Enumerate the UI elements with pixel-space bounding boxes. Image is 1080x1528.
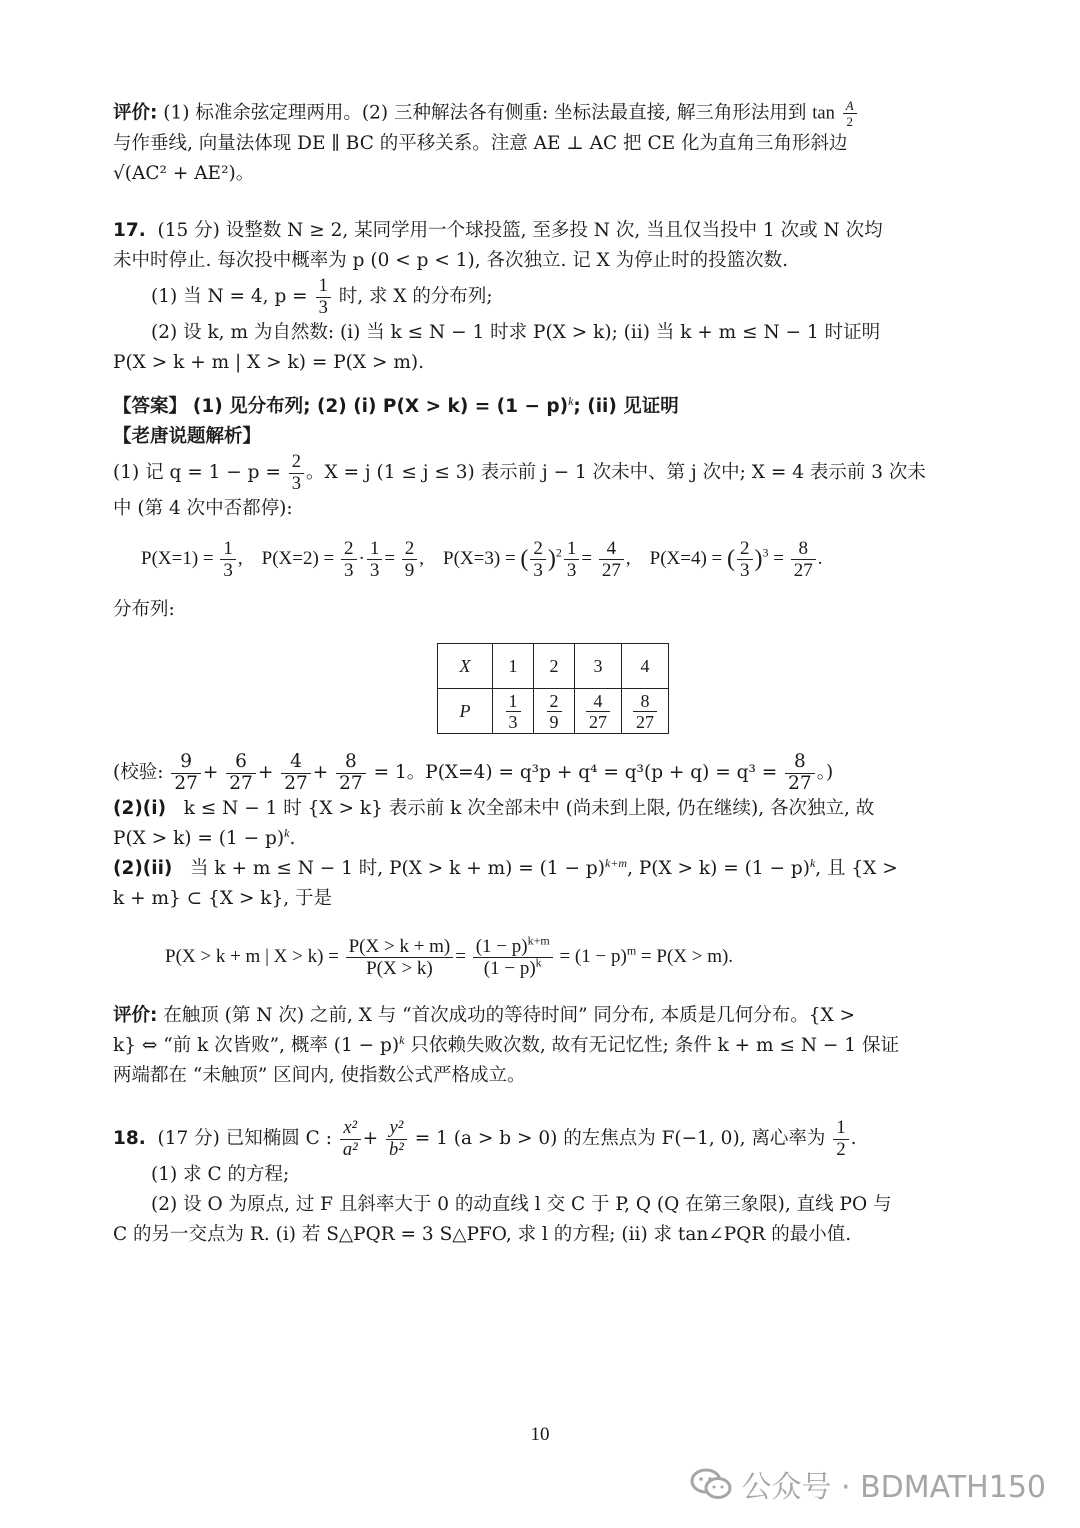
watermark-text: 公众号 · BDMATH150 <box>741 1470 1046 1505</box>
prev-comment-line3: √(AC² + AE²)。 <box>113 163 255 184</box>
prev-comment-label: 评价: <box>113 102 158 124</box>
probability-equations: P(X=1) = $\frac{1}{3}$ , P(X=2) = $\frac{2}{3}$ · $\frac{1}{3}$ = $\frac{2}{9}$ , P(X=3) = ( $\frac{2}{3}$ )$^2$ $\frac{1}{3}$ = $\frac{4}{27}$ , P(X=4) = ( $\frac{2}{3}$ )$^3$ = $\frac{8}{27}$ . <box>141 538 823 581</box>
problem-18-part2-cont: C 的另一交点为 R. (i) 若 S△PQR = 3 S△PFO, 求 l 的方程; (ii) 求 tan∠PQR 的最小值. <box>113 1224 852 1245</box>
problem-18-part2: (2) 设 O 为原点, 过 F 且斜率大于 0 的动直线 l 交 C 于 P, Q (Q 在第三象限), 直线 PO 与 <box>151 1194 892 1215</box>
conditional-probability-equation: P(X > k + m | X > k) = $\frac{P(X > k + m)}{P(X > k)}$ = $\frac{(1 - p)^{k+m}}{(1 - p)^k}$ = $(1 - p)^m = P(X > m)$. <box>165 933 734 979</box>
solution-2ii-line1: (2)(ii) 当 k + m ≤ N − 1 时, $P(X > k + m) = (1 - p)^{k+m}$, $P(X > k) = (1 - p)^k$, 且 {X > <box>113 855 898 879</box>
fraction-a-over-2: $\frac{A}{2}$ <box>843 98 857 129</box>
problem-17-line1: 17. (15 分) 设整数 N ≥ 2, 某同学用一个球投篮, 至多投 N 次, 当且仅当投中 1 次或 N 次均 <box>113 220 883 241</box>
solution-2i-line1: (2)(i) k ≤ N − 1 时 {X > k} 表示前 k 次全部未中 (尚未到上限, 仍在继续), 各次独立, 故 <box>113 798 875 819</box>
answer-line: 【答案】 (1) 见分布列; (2) (i) $P(X > k) = (1 - p)^k$; (ii) 见证明 <box>113 393 679 417</box>
problem-17-part2-cont: P(X > k + m | X > k) = P(X > m). <box>113 352 424 373</box>
solution-2i-line2: $P(X > k) = (1 - p)^k$. <box>113 825 296 849</box>
distribution-table <box>437 643 669 734</box>
problem-18-line1: 18. (17 分) 已知椭圆 C : $\frac{\text{x²}}{\text{a²}}$ + $\frac{\text{y²}}{\text{b²}}$ = 1 (a > b > 0) 的左焦点为 F(−1, 0), 离心率为 $\frac{1}{2}$ . <box>113 1118 857 1160</box>
comment-line1: 评价: 在触顶 (第 N 次) 之前, X 与 “首次成功的等待时间” 同分布, 本质是几何分布。{X > <box>113 1005 856 1026</box>
page-content <box>113 98 969 1250</box>
comment-line2: k} ⇔ “前 k 次皆败”, 概率 $(1 - p)^k$ 只依赖失败次数, 故有无记忆性; 条件 k + m ≤ N − 1 保证 <box>113 1032 899 1056</box>
table-cell: 2 <box>534 644 575 689</box>
page-number: 10 <box>530 1424 550 1445</box>
solution-2ii-line2: k + m} ⊂ {X > k}, 于是 <box>113 888 332 909</box>
watermark <box>689 1462 1046 1506</box>
comment-label: 评价: <box>113 1005 158 1026</box>
table-cell: $\frac{8}{27}$ <box>622 689 669 734</box>
table-cell: $\frac{1}{3}$ <box>493 689 534 734</box>
analysis-label: 【老唐说题解析】 <box>113 426 262 447</box>
wechat-icon <box>689 1467 733 1501</box>
check-line: (校验: $\frac{9}{27}$ + $\frac{6}{27}$ + $\frac{4}{27}$ + $\frac{8}{27}$ = 1。P(X=4) = q³p + q⁴ = q³(p + q) = q³ = $\frac{8}{27}$ 。) <box>113 751 834 794</box>
answer-label: 【答案】 <box>113 396 188 417</box>
fraction-two-thirds: $\frac{2}{3}$ <box>289 452 304 494</box>
table-cell: 1 <box>493 644 534 689</box>
table-row-p <box>438 689 669 734</box>
solution-1-line2: 中 (第 4 次中否都停): <box>113 498 293 519</box>
table-cell: $\frac{4}{27}$ <box>575 689 622 734</box>
problem-17-part2: (2) 设 k, m 为自然数: (i) 当 k ≤ N − 1 时求 P(X > k); (ii) 当 k + m ≤ N − 1 时证明 <box>151 322 881 343</box>
table-cell: 3 <box>575 644 622 689</box>
prev-comment-line1: 评价: (1) 标准余弦定理两用。(2) 三种解法各有侧重: 坐标法最直接, 解三角形法用到 tan $\frac{A}{2}$ <box>113 98 969 129</box>
problem-17-line2: 未中时停止. 每次投中概率为 p (0 < p < 1), 各次独立. 记 X 为停止时的投篮次数. <box>113 250 789 271</box>
problem-18-part1: (1) 求 C 的方程; <box>151 1164 290 1185</box>
table-cell: $\frac{2}{9}$ <box>534 689 575 734</box>
solution-1-line1: (1) 记 q = 1 − p = $\frac{2}{3}$ 。X = j (1 ≤ j ≤ 3) 表示前 j − 1 次未中、第 j 次中; X = 4 表示前 3 次未 <box>113 452 926 494</box>
prev-comment-line2: 与作垂线, 向量法体现 DE ∥ BC 的平移关系。注意 AE ⊥ AC 把 CE 化为直角三角形斜边 <box>113 133 848 154</box>
table-header-x: X <box>438 644 493 689</box>
problem-17-part1: (1) 当 N = 4, p = $\frac{1}{3}$ 时, 求 X 的分布列; <box>151 276 493 318</box>
table-row-x <box>438 644 669 689</box>
problem-17-number: 17. <box>113 220 146 241</box>
table-header-p: P <box>438 689 493 734</box>
table-cell: 4 <box>622 644 669 689</box>
fraction-one-third: $\frac{1}{3}$ <box>316 276 331 318</box>
problem-18-number: 18. <box>113 1128 146 1149</box>
distribution-label: 分布列: <box>113 599 175 620</box>
comment-line3: 两端都在 “未触顶” 区间内, 使指数公式严格成立。 <box>113 1065 526 1086</box>
